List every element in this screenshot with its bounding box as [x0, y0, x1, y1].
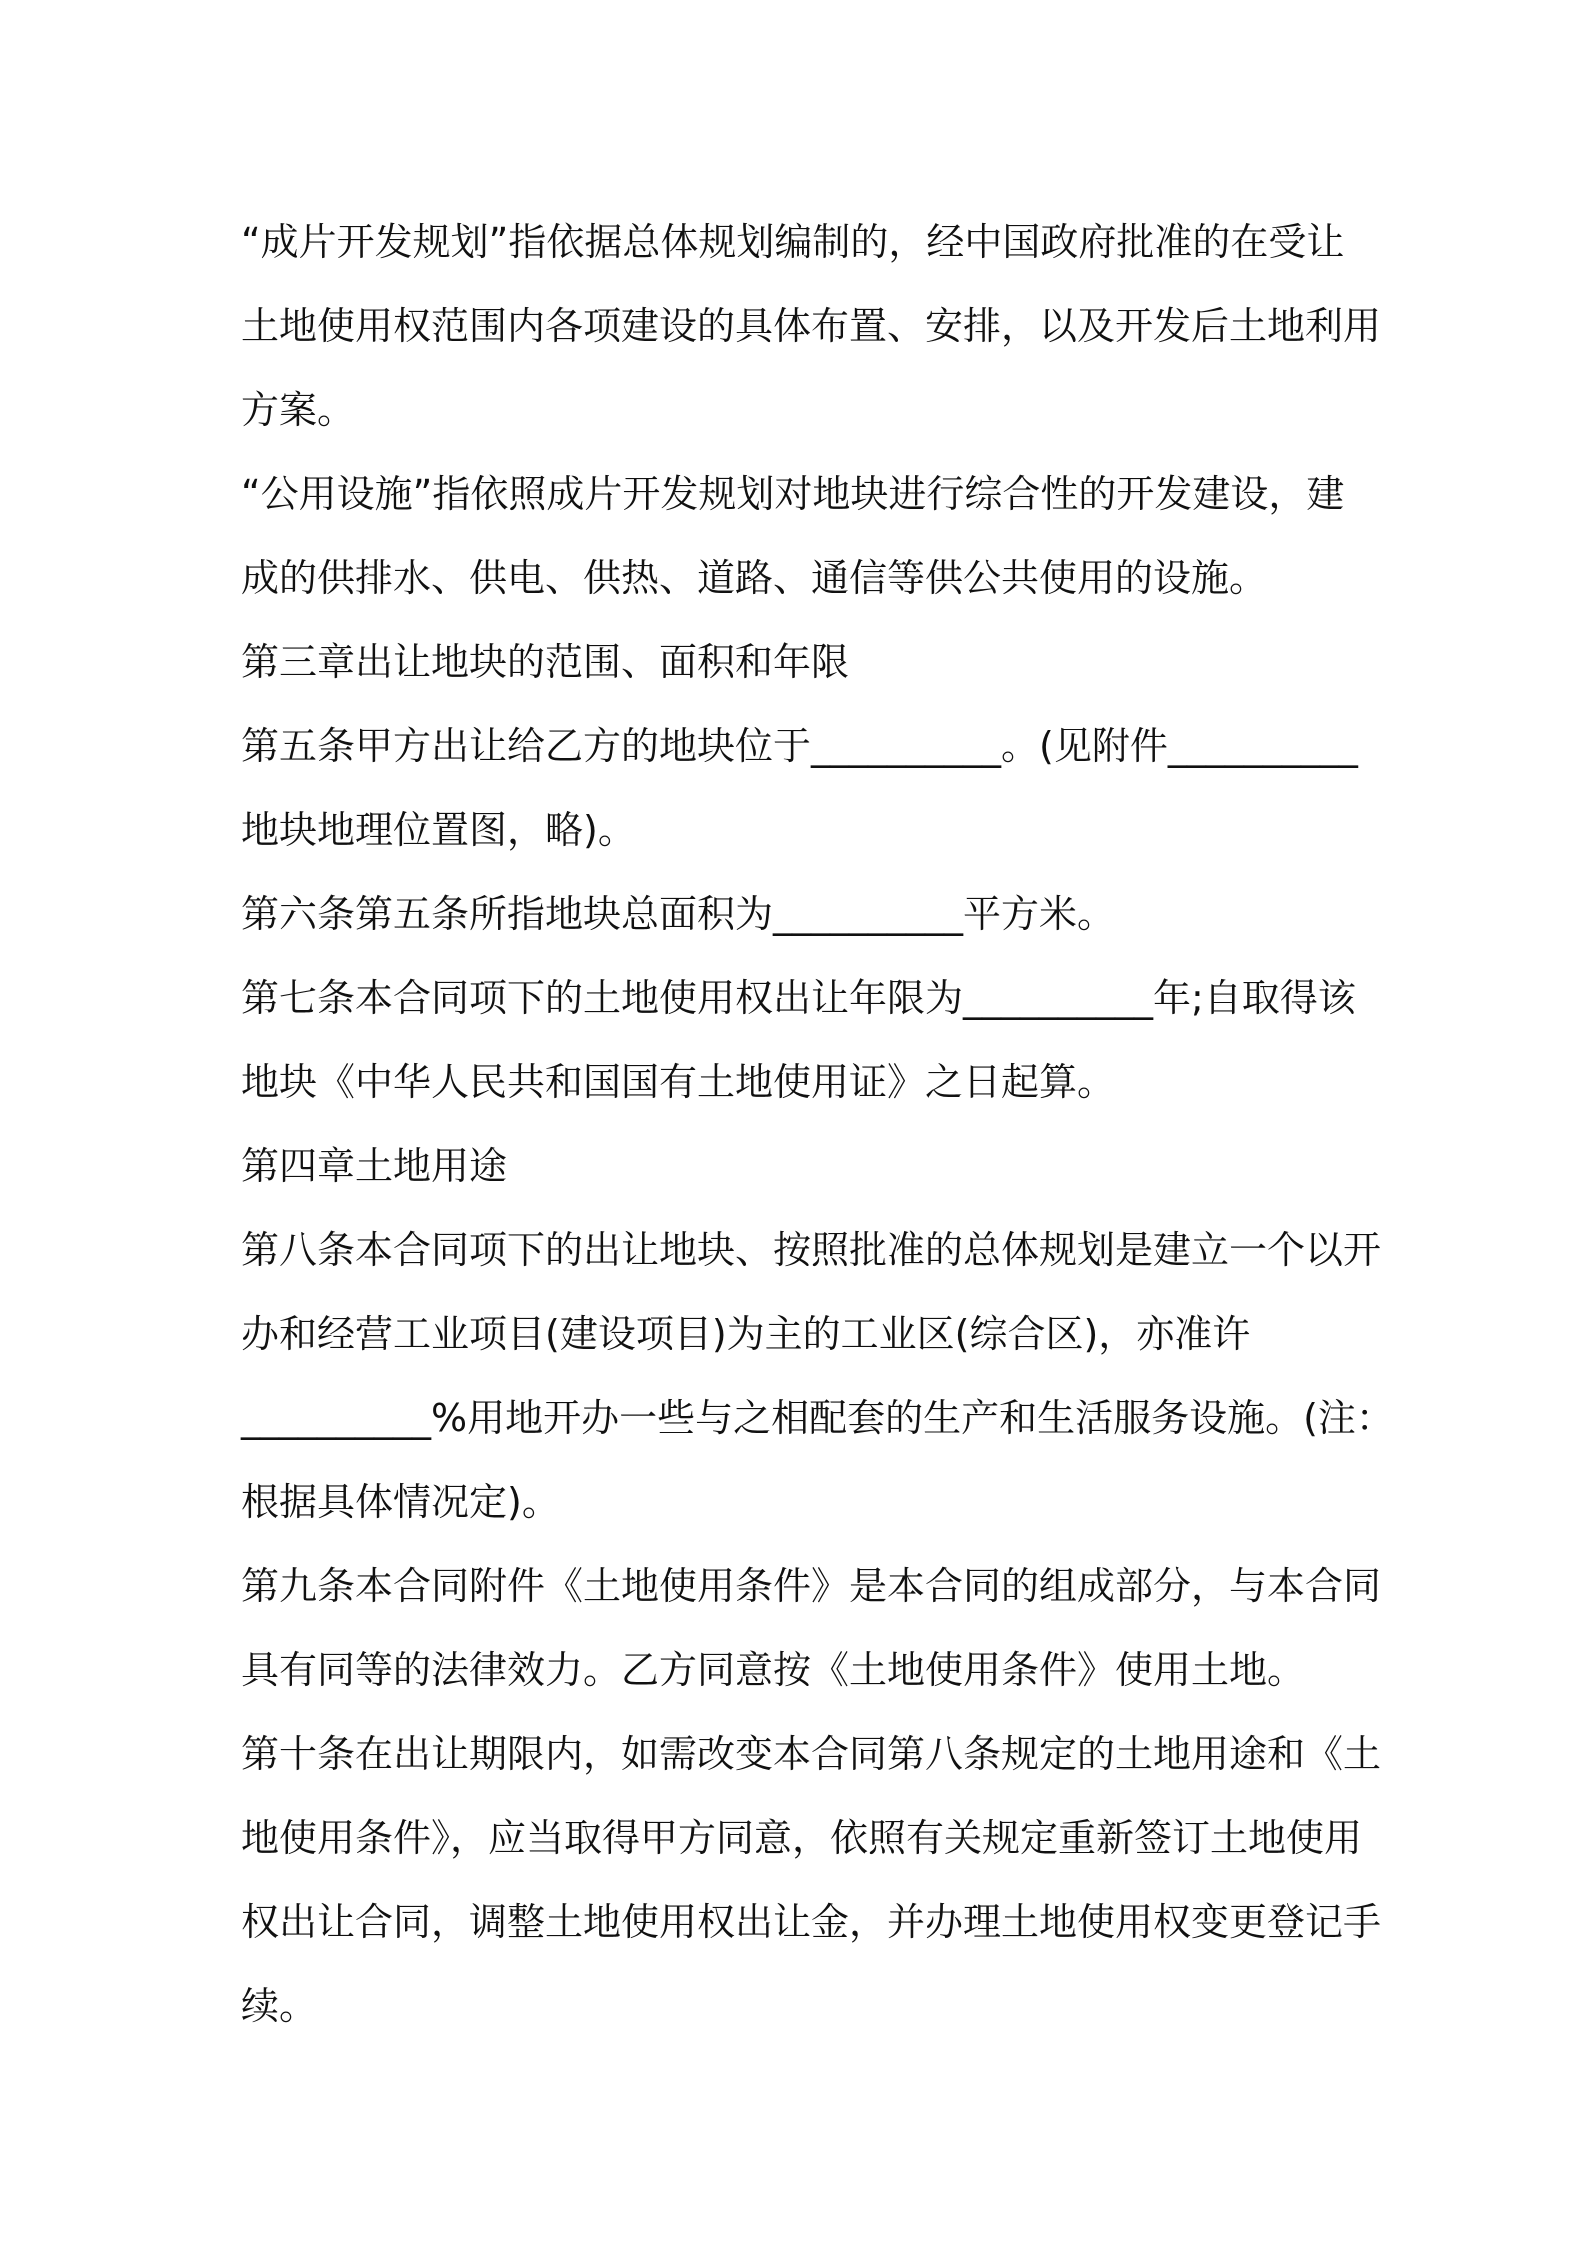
text-line: 第五条甲方出让给乙方的地块位于__________。(见附件__________: [241, 724, 1358, 768]
text-line: 第十条在出让期限内，如需改变本合同第八条规定的土地用途和《土: [241, 1732, 1382, 1776]
text-line: 办和经营工业项目(建设项目)为主的工业区(综合区)，亦准许: [241, 1312, 1251, 1356]
text-line: 成的供排水、供电、供热、道路、通信等供公共使用的设施。: [241, 556, 1268, 600]
chapter-four-heading: [241, 1124, 1361, 1208]
paragraph-definition-facilities: [241, 452, 1361, 620]
text-line: 根据具体情况定)。: [241, 1480, 560, 1524]
text-line: 第四章土地用途: [241, 1144, 508, 1188]
text-line: 第三章出让地块的范围、面积和年限: [241, 640, 850, 684]
paragraph-definition-planning: [241, 200, 1382, 452]
text-line: 地块地理位置图，略)。: [241, 808, 636, 852]
article-eight: [241, 1208, 1394, 1544]
text-line: “公用设施”指依照成片开发规划对地块进行综合性的开发建设，建: [241, 472, 1345, 516]
text-line: “成片开发规划”指依据总体规划编制的，经中国政府批准的在受让: [241, 220, 1345, 264]
text-line: 地块《中华人民共和国国有土地使用证》之日起算。: [241, 1060, 1116, 1104]
document-body: [241, 200, 1394, 2048]
text-line: 第七条本合同项下的土地使用权出让年限为__________年;自取得该: [241, 976, 1356, 1020]
text-line: 第八条本合同项下的出让地块、按照批准的总体规划是建立一个以开: [241, 1228, 1382, 1272]
article-seven: [241, 956, 1361, 1124]
text-line: 第九条本合同附件《土地使用条件》是本合同的组成部分，与本合同: [241, 1564, 1382, 1608]
text-line: 权出让合同，调整土地使用权出让金，并办理土地使用权变更登记手: [241, 1900, 1382, 1944]
text-line: 具有同等的法律效力。乙方同意按《土地使用条件》使用土地。: [241, 1648, 1306, 1692]
text-line: 续。: [241, 1984, 318, 2028]
text-line: 方案。: [241, 388, 356, 432]
text-line: 地使用条件》，应当取得甲方同意，依照有关规定重新签订土地使用: [241, 1816, 1363, 1860]
article-six: [241, 872, 1361, 956]
article-five: [241, 704, 1361, 872]
chapter-three-heading: [241, 620, 1361, 704]
article-ten: [241, 1712, 1382, 2048]
article-nine: [241, 1544, 1382, 1712]
text-line: 第六条第五条所指地块总面积为__________平方米。: [241, 892, 1116, 936]
text-line: 土地使用权范围内各项建设的具体布置、安排，以及开发后土地利用: [241, 304, 1382, 348]
text-line: __________%用地开办一些与之相配套的生产和生活服务设施。(注：: [241, 1396, 1394, 1440]
